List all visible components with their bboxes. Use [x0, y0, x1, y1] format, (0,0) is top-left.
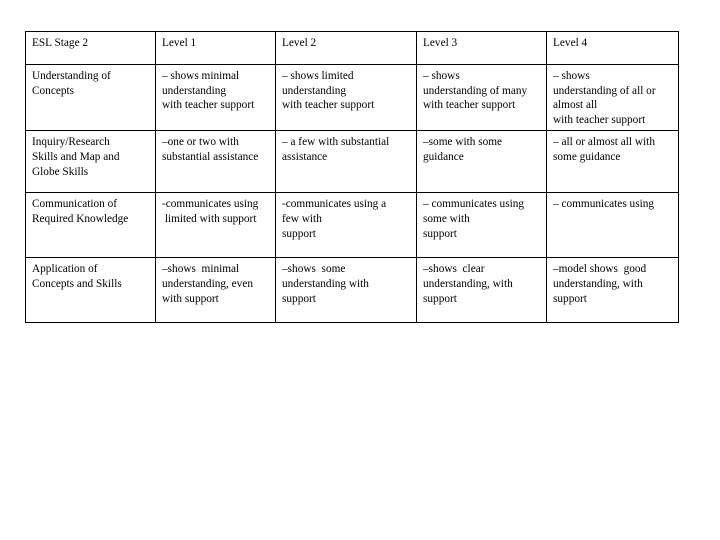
descriptor-line: – all or almost all with [553, 136, 655, 149]
level-2-cell [276, 131, 417, 193]
criterion-line: Application of [32, 263, 98, 276]
level-3-cell [417, 131, 547, 193]
descriptor-line: understanding, even [162, 277, 253, 290]
level-1-cell [156, 193, 276, 258]
descriptor-line: – shows limited [282, 70, 354, 82]
descriptor-line: – shows [423, 70, 460, 82]
level-4-cell [547, 65, 679, 131]
descriptor-line: –some with some [423, 136, 503, 149]
level-2-header: Level 2 [276, 32, 417, 65]
table-row [26, 131, 679, 193]
descriptor-line: with teacher support [162, 99, 255, 112]
criterion-line: Globe Skills [32, 165, 89, 178]
rubric-table [25, 31, 679, 323]
header-row [26, 32, 679, 65]
descriptor-line: almost all [553, 99, 598, 112]
level-1-cell [156, 65, 276, 131]
level-4-cell [547, 193, 679, 258]
descriptor-line: understanding, with [423, 277, 513, 290]
criterion-cell [26, 65, 156, 131]
criterion-line: Understanding of [32, 70, 111, 82]
level-2-cell [276, 65, 417, 131]
descriptor-line: – a few with substantial [282, 136, 390, 149]
level-4-cell [547, 131, 679, 193]
table-row [26, 65, 679, 131]
descriptor-line: with teacher support [282, 99, 375, 112]
descriptor-line: support [423, 292, 457, 305]
descriptor-line: support [553, 292, 587, 305]
level-4-header: Level 4 [547, 32, 679, 65]
level-4-cell [547, 258, 679, 323]
descriptor-line: –shows clear [423, 263, 485, 276]
descriptor-line: – shows [553, 70, 590, 82]
criterion-cell [26, 131, 156, 193]
level-2-cell [276, 258, 417, 323]
descriptor-line: – communicates using [423, 198, 525, 211]
descriptor-line: understanding with [282, 277, 369, 290]
level-3-cell [417, 65, 547, 131]
descriptor-line: support [423, 227, 457, 240]
descriptor-line: understanding of all or [553, 84, 656, 97]
level-1-cell [156, 131, 276, 193]
table-row [26, 258, 679, 323]
descriptor-line: some with [423, 212, 470, 225]
descriptor-line: – communicates using [553, 198, 655, 211]
descriptor-line: understanding, with [553, 277, 643, 290]
descriptor-line: –shows some [282, 263, 346, 276]
descriptor-line: assistance [282, 150, 328, 163]
criterion-cell [26, 258, 156, 323]
descriptor-line: -communicates using [162, 198, 259, 211]
descriptor-line: understanding of many [423, 84, 528, 97]
descriptor-line: guidance [423, 150, 464, 163]
descriptor-line: –shows minimal [162, 263, 240, 276]
criterion-line: Inquiry/Research [32, 136, 110, 149]
criterion-line: Skills and Map and [32, 150, 120, 163]
descriptor-line: with teacher support [423, 99, 516, 112]
level-3-cell [417, 258, 547, 323]
descriptor-line: limited with support [162, 212, 257, 225]
criterion-line: Concepts and Skills [32, 277, 122, 290]
descriptor-line: some guidance [553, 150, 621, 163]
descriptor-line: substantial assistance [162, 150, 259, 163]
criterion-line: Communication of [32, 198, 118, 211]
descriptor-line: support [282, 227, 316, 240]
descriptor-line: – shows minimal [162, 70, 240, 82]
descriptor-line: –model shows good [553, 263, 647, 276]
descriptor-line: –one or two with [162, 136, 239, 149]
descriptor-line: with support [162, 292, 219, 305]
descriptor-line: with teacher support [553, 113, 646, 126]
criterion-line: Concepts [32, 84, 75, 97]
level-3-cell [417, 193, 547, 258]
level-3-header: Level 3 [417, 32, 547, 65]
descriptor-line: understanding [162, 84, 227, 97]
stage-label: ESL Stage 2 [26, 32, 156, 65]
descriptor-line: support [282, 292, 316, 305]
criterion-cell [26, 193, 156, 258]
descriptor-line: -communicates using a [282, 198, 387, 211]
table-row [26, 193, 679, 258]
descriptor-line: few with [282, 212, 322, 225]
level-2-cell [276, 193, 417, 258]
descriptor-line: understanding [282, 84, 347, 97]
level-1-cell [156, 258, 276, 323]
level-1-header: Level 1 [156, 32, 276, 65]
criterion-line: Required Knowledge [32, 212, 129, 225]
